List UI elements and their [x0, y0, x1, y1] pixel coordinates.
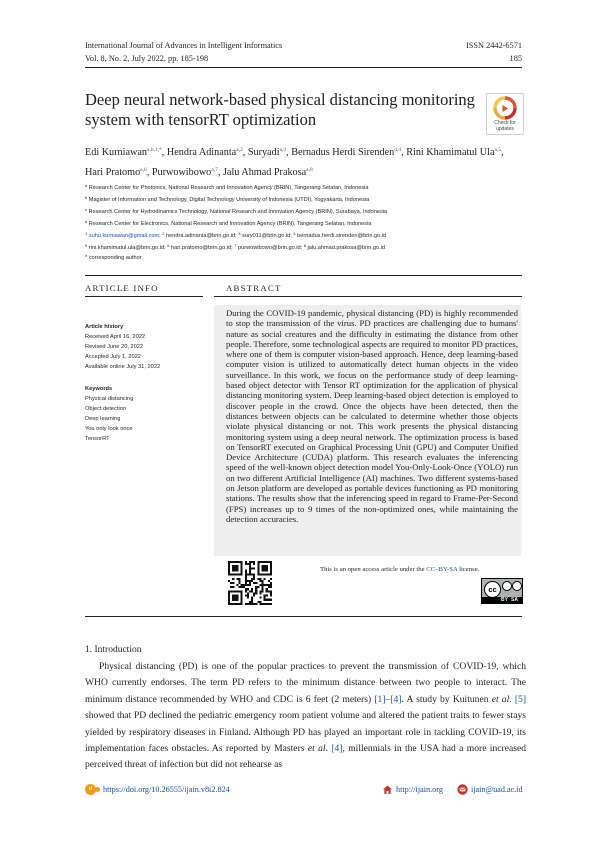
- page-number: 185: [509, 54, 522, 63]
- journal-email-link[interactable]: ijain@uad.ac.id: [471, 785, 523, 794]
- email-address[interactable]: suhu.kurniawan@gmail.com: [87, 233, 160, 239]
- author-affiliation-mark: a,6: [140, 166, 147, 173]
- intro-text: . A study by Kuitunen: [401, 693, 492, 705]
- author: [248, 147, 286, 158]
- affiliation-text: Research Center for Electronics, National Research and Innovation Agency (BRIN), Tangerang Selatan, Indonesia: [87, 221, 372, 227]
- license-note: This is an open access article under the CC–BY-SA license.: [320, 566, 480, 573]
- abstract-rule: [214, 296, 522, 297]
- author: [85, 167, 147, 178]
- badge-line-2: updates: [496, 126, 514, 132]
- affiliation-mark: a: [85, 183, 88, 188]
- author-name: Hendra Adinanta: [166, 147, 237, 158]
- author-affiliation-mark: a,8: [306, 166, 313, 173]
- article-info-heading: ARTICLE INFO: [85, 283, 159, 293]
- email-mark: 7: [234, 243, 237, 248]
- by-label: BY: [501, 597, 508, 603]
- sa-label: SA: [511, 597, 518, 603]
- email-mark: 1: [85, 231, 88, 236]
- intro-text: , millennials in the USA had a more increased perceived threat of infection but did not rehearse as: [85, 743, 526, 771]
- history-item: Available online July 31, 2022: [85, 364, 161, 370]
- abstract-heading: ABSTRACT: [226, 283, 282, 293]
- check-for-updates-icon: [487, 95, 523, 121]
- badge-line-1: Check for: [494, 120, 516, 126]
- intro-text: et al: [491, 693, 510, 705]
- affiliation: [85, 181, 530, 193]
- email-address: hendra.adinanta@brin.go.id: [164, 233, 236, 239]
- author-affiliation-mark: a,3: [279, 147, 287, 153]
- affiliations: [85, 181, 530, 263]
- qr-code[interactable]: [228, 561, 272, 605]
- article-title: Deep neural network-based physical distancing monitoring system with tensorRT optimization: [85, 90, 475, 129]
- email-mark: 6: [167, 243, 170, 248]
- author-affiliation-mark: a,b,1,*: [146, 147, 162, 153]
- keyword: Deep learning: [85, 416, 121, 422]
- affiliation-text: Research Center for Photonics, National Research and Innovation Agency (BRIN), Tangerang Selatan, Indonesia: [87, 185, 369, 191]
- author-affiliation-mark: a,2: [236, 147, 243, 153]
- body-top-rule: [85, 616, 522, 617]
- journal-name: International Journal of Advances in Intelligent Informatics: [85, 41, 283, 50]
- email-line-1: $^1$ suhu.kurniawan@gmail.com; $^2$ hendra.adinanta@brin.go.id; $^3$ sury011@brin.go.id; $^4$ bernadus.herdi.sirenden@brin.go.id: [85, 231, 387, 239]
- author-list: Edi Kurniawan$^{a,b,1,*}$, Hendra Adinanta$^{a,2}$, Suryadi$^{a,3}$, Bernadus Herdi Sirenden$^{d,4}$, Rini Khamimatul Ula$^{a,5}$, Hari Pratomo$^{a,6}$, Purwowibowo$^{a,7}$, Jalu Ahmad Prakosa$^{a,8}$: [85, 147, 504, 178]
- author: [406, 147, 501, 158]
- cc-by-sa-badge[interactable]: [481, 578, 523, 604]
- history-item: Revised June 20, 2022: [85, 344, 144, 350]
- author-name: Edi Kurniawan: [85, 147, 147, 158]
- email-address: rini.khamimatul.ula@brin.go.id: [87, 245, 165, 251]
- abstract-text: During the COVID-19 pandemic, physical distancing (PD) is highly recommended to stop the transmission of the virus. PD practices are challenging due to humans' nature as social creatures and the difficulty in estimating the distance from other people. Therefore, some technological aspects are required to monitor PD practices, where one of them is computer vision-based approach. Hence, deep learning-based computer vision is utilized to automatically detect human objects in the video surveillance. In this work, we focus on the performance study of deep learning-based object detector with Tensor RT optimization for the application of physical distancing monitoring system. Deep learning-based object detection is employed to discover people in the crowd. Once the objects have been detected, then the distances between objects can be calculated to determine whether those objects violate physical distancing or not. This work presents the physical distancing monitoring system using a deep neural network. The optimization process is based on TensorRT executed on Graphical Processing Unit (GPU) and Computer Unified Device Architecture (CUDA) platform. This research evaluates the inferencing speed of the well-known object detection model You-Only-Look-Once (YOLO) run on two different Artificial Intelligence (AI) machines. Two different systems-based on Jetson platform are developed as portable devices functioning as PD monitoring stations. The results show that the inferencing speed in regard to Frame-Per-Second (FPS) increases up to 9 times of the non-optimized ones, while maintaining the detection accuracies.: [226, 308, 518, 524]
- email-address: hari.pratomo@brin.go.id: [169, 245, 232, 251]
- doi-link[interactable]: https://doi.org/10.26555/ijain.v8i2.824: [103, 785, 230, 794]
- email-icon: [457, 784, 468, 795]
- license-link[interactable]: CC–BY-SA: [426, 566, 458, 573]
- journal-site-link[interactable]: http://ijain.org: [396, 785, 443, 794]
- email-mark: 4: [293, 231, 296, 236]
- email-address: sury011@brin.go.id: [240, 233, 291, 239]
- article-info: [85, 322, 205, 444]
- affiliation: [85, 217, 530, 229]
- email-mark: 8: [303, 243, 306, 248]
- author: [223, 167, 313, 178]
- history-item: Accepted July 1, 2022: [85, 354, 141, 360]
- keyword: You only look once: [85, 426, 133, 432]
- email-address: bernadus.herdi.sirenden@brin.go.id: [295, 233, 387, 239]
- author-affiliation-mark: a,7: [211, 166, 218, 173]
- author-name: Suryadi: [247, 147, 280, 158]
- affiliation-text: Research Center for Hydrodinamics Technology, National Research and Innovation Agency (BRIN), Surabaya, Indonesia: [87, 209, 388, 215]
- introduction-paragraph: [85, 659, 526, 774]
- email-mark: 3: [238, 231, 241, 236]
- intro-text: showed that PD declined the pediatric emergency room patient volume and altered the patient traits to fewer stays yielded by respiratory diseases in Finland. Although PD has played an important role in tackling COVID-19, its implementation faces obstacles. As reported by Masters: [85, 710, 526, 755]
- info-top-rule: [85, 275, 522, 276]
- citation-link[interactable]: [5]: [514, 693, 527, 705]
- citation-link[interactable]: [1]–[4]: [374, 693, 402, 705]
- keywords-label: Keywords: [85, 386, 113, 392]
- affiliation-mark: c: [85, 207, 87, 212]
- citation-link[interactable]: [4]: [331, 743, 343, 755]
- corresponding-author-note: * corresponding author: [85, 255, 142, 261]
- history-item: Received April 16, 2022: [85, 334, 146, 340]
- home-icon: [382, 784, 393, 795]
- affiliation: [85, 205, 530, 217]
- author-name: Purwowibowo: [151, 166, 212, 178]
- qr-code-icon: [228, 561, 272, 605]
- author-name: Rini Khamimatul Ula: [406, 147, 495, 158]
- cc-icon: cc: [484, 581, 501, 598]
- section-heading-introduction: 1. Introduction: [85, 645, 142, 655]
- history-label: Article history: [85, 324, 124, 330]
- email-address: jalu.ahmad.prakosa@brin.go.id: [305, 245, 386, 251]
- issn: ISSN 2442-6571: [465, 41, 522, 50]
- affiliation-text: Magister of Information and Technology, Digital Technology University of Indonesia (UTDI), Yogyakarta, Indonesia: [87, 197, 370, 203]
- intro-text: et al: [307, 743, 326, 755]
- keyword: TensorRT: [85, 436, 110, 442]
- volume-info: Vol. 8, No. 2, July 2022, pp. 185-198: [85, 54, 209, 63]
- author-affiliation-mark: a,5: [494, 147, 502, 153]
- sa-icon: [512, 581, 522, 591]
- intro-text: Physical distancing (PD) is one of the popular practices to prevent the transmission of COVID-19, which WHO currently endorses. The term PD refers to the minimum distance between two people to interact. The minimum distance recommended by WHO and CDC is 6 feet (2 meters): [85, 661, 526, 705]
- author: [167, 147, 243, 158]
- affiliation-mark: b: [85, 195, 88, 200]
- by-icon: [502, 581, 512, 591]
- author: [152, 167, 218, 178]
- doi-icon-dot: [95, 787, 100, 792]
- author-name: Jalu Ahmad Prakosa: [222, 166, 307, 178]
- affiliation: [85, 193, 530, 205]
- affiliation-mark: d: [85, 219, 88, 224]
- keyword: Physical distancing: [85, 396, 134, 402]
- author-name: Hari Pratomo: [85, 166, 141, 178]
- author-affiliation-mark: d,4: [394, 147, 402, 153]
- email-mark: 5: [85, 243, 88, 248]
- doi-icon: d: [85, 784, 96, 795]
- intro-text: .: [509, 693, 515, 705]
- author: [291, 147, 401, 158]
- email-address: purwowibowo@brin.go.id: [236, 245, 301, 251]
- author: [85, 147, 162, 158]
- keyword: Object detection: [85, 406, 127, 412]
- author-name: Bernadus Herdi Sirenden: [291, 147, 395, 158]
- check-for-updates-badge[interactable]: [486, 93, 524, 135]
- email-line-2: $^5$ rini.khamimatul.ula@brin.go.id; $^6$ hari.pratomo@brin.go.id; $^7$ purwowibowo@brin.go.id; $^8$ jalu.ahmad.prakosa@brin.go.id: [85, 243, 386, 251]
- header-rule: [85, 67, 522, 68]
- intro-text: .: [325, 743, 332, 755]
- email-mark: 2: [162, 231, 165, 236]
- article-info-rule: [85, 296, 203, 297]
